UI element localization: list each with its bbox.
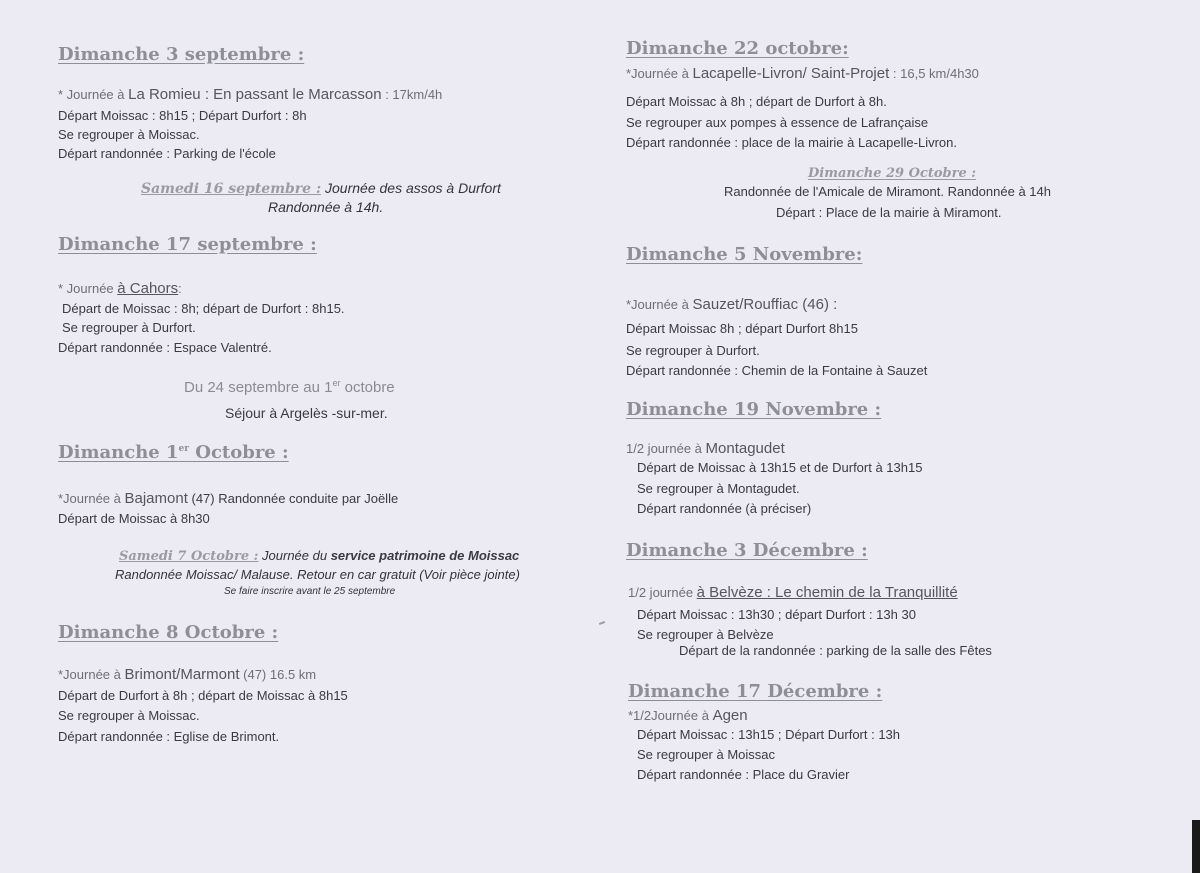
scan-speck <box>599 621 605 625</box>
sejour-line: Séjour à Argelès -sur-mer. <box>225 405 388 421</box>
heading-dimanche-8-octobre: Dimanche 8 Octobre : <box>58 622 279 643</box>
heading-dimanche-17-decembre: Dimanche 17 Décembre : <box>628 681 883 702</box>
event-samedi-16: Samedi 16 septembre : Journée des assos à Durfort <box>141 180 501 197</box>
detail-line: Se regrouper à Durfort. <box>626 343 760 358</box>
detail-line: Départ randonnée : Eglise de Brimont. <box>58 729 280 744</box>
trip-destination: La Romieu : En passant le Marcasson <box>128 86 382 103</box>
heading-dimanche-3-decembre: Dimanche 3 Décembre : <box>626 540 868 561</box>
detail-line: Se regrouper à Belvèze <box>637 627 774 642</box>
trip-destination: Sauzet/Rouffiac (46) : <box>692 296 838 313</box>
heading-dimanche-5-novembre: Dimanche 5 Novembre: <box>626 244 863 265</box>
trip-destination: Bajamont <box>124 490 188 507</box>
trip-destination: Montagudet <box>705 440 785 457</box>
detail-line: Départ de Moissac : 8h; départ de Durfort : 8h15. <box>62 301 345 316</box>
trip-line: *1/2Journée à Agen <box>628 707 748 724</box>
trip-line: *Journée à Bajamont (47) Randonnée conduite par Joëlle <box>58 490 399 507</box>
trip-line: *Journée à Lacapelle-Livron/ Saint-Projet : 16,5 km/4h30 <box>626 65 979 82</box>
event-samedi-7: Samedi 7 Octobre : Journée du service patrimoine de Moissac <box>119 548 520 564</box>
detail-line: Départ Moissac à 8h ; départ de Durfort à 8h. <box>626 94 887 109</box>
detail-line: Départ randonnée : Chemin de la Fontaine à Sauzet <box>626 363 928 378</box>
detail-line: Départ randonnée : Espace Valentré. <box>58 340 272 355</box>
detail-line: Départ randonnée : Place du Gravier <box>637 767 850 782</box>
event-line: Randonnée Moissac/ Malause. Retour en car gratuit (Voir pièce jointe) <box>115 567 520 582</box>
detail-line: Départ de la randonnée : parking de la salle des Fêtes <box>679 643 992 658</box>
detail-line: Départ de Moissac à 13h15 et de Durfort à 13h15 <box>637 460 923 475</box>
detail-line: Départ randonnée : Parking de l'école <box>58 146 276 161</box>
detail-line: Se regrouper à Moissac <box>637 747 776 762</box>
detail-line: Se regrouper à Moissac. <box>58 708 200 723</box>
trip-line: *Journée à Sauzet/Rouffiac (46) : <box>626 296 838 313</box>
trip-line: 1/2 journée à Belvèze : Le chemin de la Tranquillité <box>628 584 958 601</box>
detail-line: Départ Moissac 8h ; départ Durfort 8h15 <box>626 321 858 336</box>
detail-line: Se regrouper à Montagudet. <box>637 481 800 496</box>
trip-line: *Journée à Brimont/Marmont (47) 16.5 km <box>58 666 317 683</box>
trip-destination: Lacapelle-Livron/ Saint-Projet <box>692 65 890 82</box>
trip-line: * Journée à La Romieu : En passant le Marcasson : 17km/4h <box>58 86 443 103</box>
scan-edge <box>1192 820 1200 873</box>
heading-dimanche-3-septembre: Dimanche 3 septembre : <box>58 44 305 65</box>
detail-line: Départ : Place de la mairie à Miramont. <box>776 205 1002 220</box>
detail-line: Se regrouper à Durfort. <box>62 320 196 335</box>
trip-line: * Journée à Cahors: <box>58 280 182 297</box>
heading-dimanche-29-octobre: Dimanche 29 Octobre : <box>808 166 977 181</box>
trip-destination: à Belvèze : Le chemin de la Tranquillité <box>696 584 958 601</box>
heading-dimanche-1er-octobre: Dimanche 1er Octobre : <box>58 442 289 463</box>
detail-line: Départ randonnée : place de la mairie à Lacapelle-Livron. <box>626 135 957 150</box>
heading-dimanche-17-septembre: Dimanche 17 septembre : <box>58 234 317 255</box>
detail-line: Départ Moissac : 13h15 ; Départ Durfort : 13h <box>637 727 901 742</box>
detail-line: Départ de Durfort à 8h ; départ de Moissac à 8h15 <box>58 688 348 703</box>
heading-dimanche-19-novembre: Dimanche 19 Novembre : <box>626 399 882 420</box>
trip-line: 1/2 journée à Montagudet <box>626 440 785 457</box>
detail-line: Départ Moissac : 8h15 ; Départ Durfort : 8h <box>58 108 307 123</box>
trip-destination: Brimont/Marmont <box>124 666 240 683</box>
detail-line: Randonnée de l'Amicale de Miramont. Randonnée à 14h <box>724 184 1051 199</box>
event-line: Se faire inscrire avant le 25 septembre <box>224 586 396 597</box>
event-date: Samedi 7 Octobre : <box>119 549 259 564</box>
heading-dimanche-22-octobre: Dimanche 22 octobre: <box>626 38 849 59</box>
detail-line: Se regrouper à Moissac. <box>58 127 200 142</box>
sejour-dates: Du 24 septembre au 1er octobre <box>184 378 395 396</box>
detail-line: Se regrouper aux pompes à essence de Lafrançaise <box>626 115 929 130</box>
detail-line: Départ de Moissac à 8h30 <box>58 511 210 526</box>
detail-line: Départ randonnée (à préciser) <box>637 501 812 516</box>
detail-line: Départ Moissac : 13h30 ; départ Durfort : 13h 30 <box>637 607 916 622</box>
trip-destination: Agen <box>712 707 748 724</box>
event-line: Randonnée à 14h. <box>268 199 384 215</box>
trip-destination: à Cahors <box>117 280 179 297</box>
event-date: Samedi 16 septembre : <box>141 181 322 197</box>
